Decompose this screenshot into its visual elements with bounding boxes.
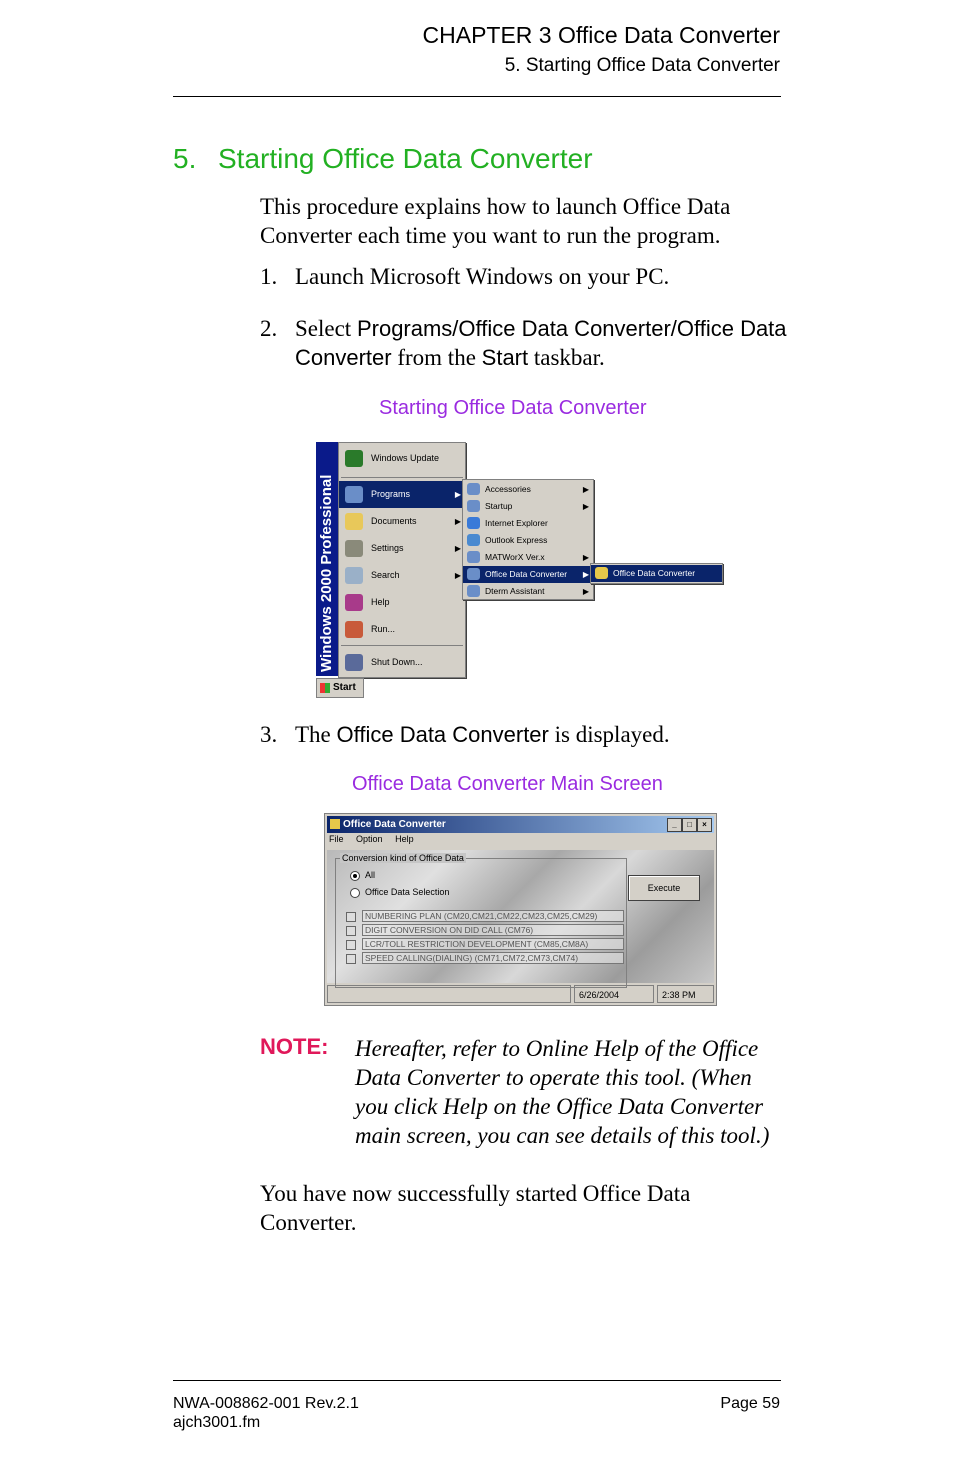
checkbox-icon xyxy=(346,926,356,936)
window-titlebar xyxy=(327,816,714,833)
radio-off-icon xyxy=(350,888,360,898)
start-button-label: Start xyxy=(333,682,356,693)
status-time: 2:38 PM xyxy=(657,985,714,1003)
submenu-item-label: Internet Explorer xyxy=(485,518,548,528)
window-menubar xyxy=(329,834,424,844)
menu-help[interactable]: Help xyxy=(395,834,414,844)
folder-icon xyxy=(467,483,480,495)
step-text-pre: The xyxy=(295,722,337,747)
chevron-right-icon: ▶ xyxy=(454,517,461,526)
radio-label: Office Data Selection xyxy=(365,887,450,897)
menu-item-label: Shut Down... xyxy=(371,657,423,667)
footer-file: ajch3001.fm xyxy=(173,1414,261,1431)
windows-update-icon xyxy=(345,450,363,467)
section-number: 5. xyxy=(173,143,197,174)
windows-banner xyxy=(316,442,338,676)
step-number: 2. xyxy=(260,316,278,341)
step-3 xyxy=(260,720,790,749)
figure-caption-start-menu: Starting Office Data Converter xyxy=(379,397,647,419)
menu-item-run[interactable] xyxy=(339,616,465,643)
step-text xyxy=(295,314,790,372)
checkbox-label: NUMBERING PLAN (CM20,CM21,CM22,CM23,CM25,CM29) xyxy=(362,910,624,922)
maximize-icon[interactable]: □ xyxy=(682,818,697,832)
menu-separator xyxy=(341,645,463,646)
windows-flag-icon xyxy=(320,683,330,693)
menu-separator xyxy=(341,477,463,478)
window-title: Office Data Converter xyxy=(343,819,446,830)
odc-submenu xyxy=(590,563,723,584)
menu-item-windows-update[interactable] xyxy=(339,445,465,472)
submenu-item-label: Outlook Express xyxy=(485,535,548,545)
settings-icon xyxy=(345,540,363,557)
checkbox-label: DIGIT CONVERSION ON DID CALL (CM76) xyxy=(362,924,624,936)
step-text xyxy=(295,720,790,749)
checkbox-icon xyxy=(346,912,356,922)
checkbox-lcr-toll[interactable] xyxy=(346,938,624,950)
checkbox-icon xyxy=(346,954,356,964)
running-header-section: 5. Starting Office Data Converter xyxy=(504,55,780,76)
closing-paragraph: You have now successfully started Office Data Converter. xyxy=(260,1181,691,1235)
submenu-item-office-data-converter-app[interactable] xyxy=(591,565,722,582)
note-label: NOTE: xyxy=(260,1034,329,1059)
submenu-item-matworx[interactable] xyxy=(463,549,593,566)
window-client-area xyxy=(327,850,714,983)
menu-item-label: Documents xyxy=(371,516,417,526)
step-text: Launch Microsoft Windows on your PC. xyxy=(295,264,670,289)
submenu-item-label: Dterm Assistant xyxy=(485,586,545,596)
submenu-item-dterm-assistant[interactable] xyxy=(463,583,593,600)
folder-icon xyxy=(467,585,480,597)
menu-file[interactable]: File xyxy=(329,834,344,844)
submenu-item-label: MATWorX Ver.x xyxy=(485,552,545,562)
chevron-right-icon: ▶ xyxy=(582,502,589,511)
radio-office-data-selection[interactable] xyxy=(350,887,449,898)
status-pane-main xyxy=(327,985,571,1003)
section-title-text: Starting Office Data Converter xyxy=(218,143,593,174)
intro-paragraph: This procedure explains how to launch Office Data Converter each time you want to run the program. xyxy=(260,194,731,248)
submenu-item-label: Accessories xyxy=(485,484,531,494)
menu-item-documents[interactable] xyxy=(339,508,465,535)
menu-item-search[interactable] xyxy=(339,562,465,589)
radio-on-icon xyxy=(350,871,360,881)
submenu-item-accessories[interactable] xyxy=(463,481,593,498)
documents-icon xyxy=(345,513,363,530)
running-header-chapter: CHAPTER 3 Office Data Converter xyxy=(422,22,780,48)
footer-rule xyxy=(173,1380,781,1381)
execute-button[interactable]: Execute xyxy=(628,875,700,901)
submenu-item-internet-explorer[interactable] xyxy=(463,515,593,532)
submenu-item-office-data-converter[interactable] xyxy=(463,566,593,583)
outlook-express-icon xyxy=(467,534,480,546)
programs-icon xyxy=(345,486,363,503)
step-text-mid: from the xyxy=(391,345,482,370)
menu-option[interactable]: Option xyxy=(356,834,383,844)
application-icon xyxy=(595,567,608,579)
shutdown-icon xyxy=(345,654,363,671)
checkbox-digit-conversion[interactable] xyxy=(346,924,624,936)
internet-explorer-icon xyxy=(467,517,480,529)
minimize-icon[interactable]: _ xyxy=(667,818,682,832)
step-number: 1. xyxy=(260,264,278,289)
submenu-item-startup[interactable] xyxy=(463,498,593,515)
close-icon[interactable]: × xyxy=(697,818,712,832)
chevron-right-icon: ▶ xyxy=(582,570,589,579)
folder-icon xyxy=(467,551,480,563)
submenu-item-label: Office Data Converter xyxy=(613,568,696,578)
folder-icon xyxy=(467,500,480,512)
group-label: Conversion kind of Office Data xyxy=(342,853,464,863)
app-name: Office Data Converter xyxy=(336,722,549,747)
status-date: 6/26/2004 xyxy=(574,985,654,1003)
radio-all[interactable] xyxy=(350,870,375,881)
conversion-kind-group xyxy=(335,853,627,988)
submenu-item-outlook-express[interactable] xyxy=(463,532,593,549)
menu-item-label: Run... xyxy=(371,624,396,634)
menu-path: Programs/Office Data Converter/Office Data Converter xyxy=(295,316,787,370)
step-2 xyxy=(260,314,790,372)
chevron-right-icon: ▶ xyxy=(454,490,461,499)
menu-item-settings[interactable] xyxy=(339,535,465,562)
submenu-item-label: Startup xyxy=(485,501,513,511)
folder-icon xyxy=(467,568,480,580)
chevron-right-icon: ▶ xyxy=(582,485,589,494)
start-menu-screenshot xyxy=(316,442,722,698)
chevron-right-icon: ▶ xyxy=(582,587,589,596)
menu-item-help[interactable] xyxy=(339,589,465,616)
menu-item-shut-down[interactable] xyxy=(339,649,465,676)
checkbox-speed-calling[interactable] xyxy=(346,952,624,964)
header-rule xyxy=(173,96,781,97)
step-text-pre: Select xyxy=(295,316,357,341)
checkbox-numbering-plan[interactable] xyxy=(346,910,624,922)
section-title xyxy=(173,143,593,175)
menu-item-label: Programs xyxy=(371,489,411,499)
step-text-post: taskbar. xyxy=(528,345,605,370)
step-number: 3. xyxy=(260,722,278,747)
chevron-right-icon: ▶ xyxy=(454,571,461,580)
footer-doc-id: NWA-008862-001 Rev.2.1 xyxy=(173,1395,359,1412)
step-text-post: is displayed. xyxy=(548,722,670,747)
menu-item-label: Settings xyxy=(371,543,404,553)
run-icon xyxy=(345,621,363,638)
chevron-right-icon: ▶ xyxy=(582,553,589,562)
menu-item-label: Windows Update xyxy=(371,453,440,463)
step-1 xyxy=(260,262,790,291)
figure-caption-main-screen: Office Data Converter Main Screen xyxy=(352,773,663,795)
help-icon xyxy=(345,594,363,611)
menu-item-programs[interactable] xyxy=(339,481,465,508)
start-label: Start xyxy=(481,345,529,370)
menu-item-label: Help xyxy=(371,597,390,607)
submenu-item-label: Office Data Converter xyxy=(485,569,568,579)
menu-item-label: Search xyxy=(371,570,400,580)
note-text: Hereafter, refer to Online Help of the Office Data Converter to operate this tool. (When you click Help on the Office Data Converter main screen, you can see details of this tool.) xyxy=(355,1036,770,1148)
start-menu xyxy=(338,442,466,678)
chevron-right-icon: ▶ xyxy=(454,544,461,553)
checkbox-label: SPEED CALLING(DIALING) (CM71,CM72,CM73,CM74) xyxy=(362,952,624,964)
search-icon xyxy=(345,567,363,584)
banner-text: Windows 2000 Professional xyxy=(318,474,335,672)
footer-page: Page 59 xyxy=(720,1395,780,1412)
radio-label: All xyxy=(365,870,376,880)
start-button[interactable] xyxy=(316,678,364,698)
checkbox-icon xyxy=(346,940,356,950)
checkbox-label: LCR/TOLL RESTRICTION DEVELOPMENT (CM85,CM8A) xyxy=(362,938,624,950)
odc-main-window xyxy=(324,813,717,1006)
status-bar xyxy=(327,985,714,1003)
app-icon xyxy=(330,819,340,829)
programs-submenu xyxy=(462,479,594,600)
